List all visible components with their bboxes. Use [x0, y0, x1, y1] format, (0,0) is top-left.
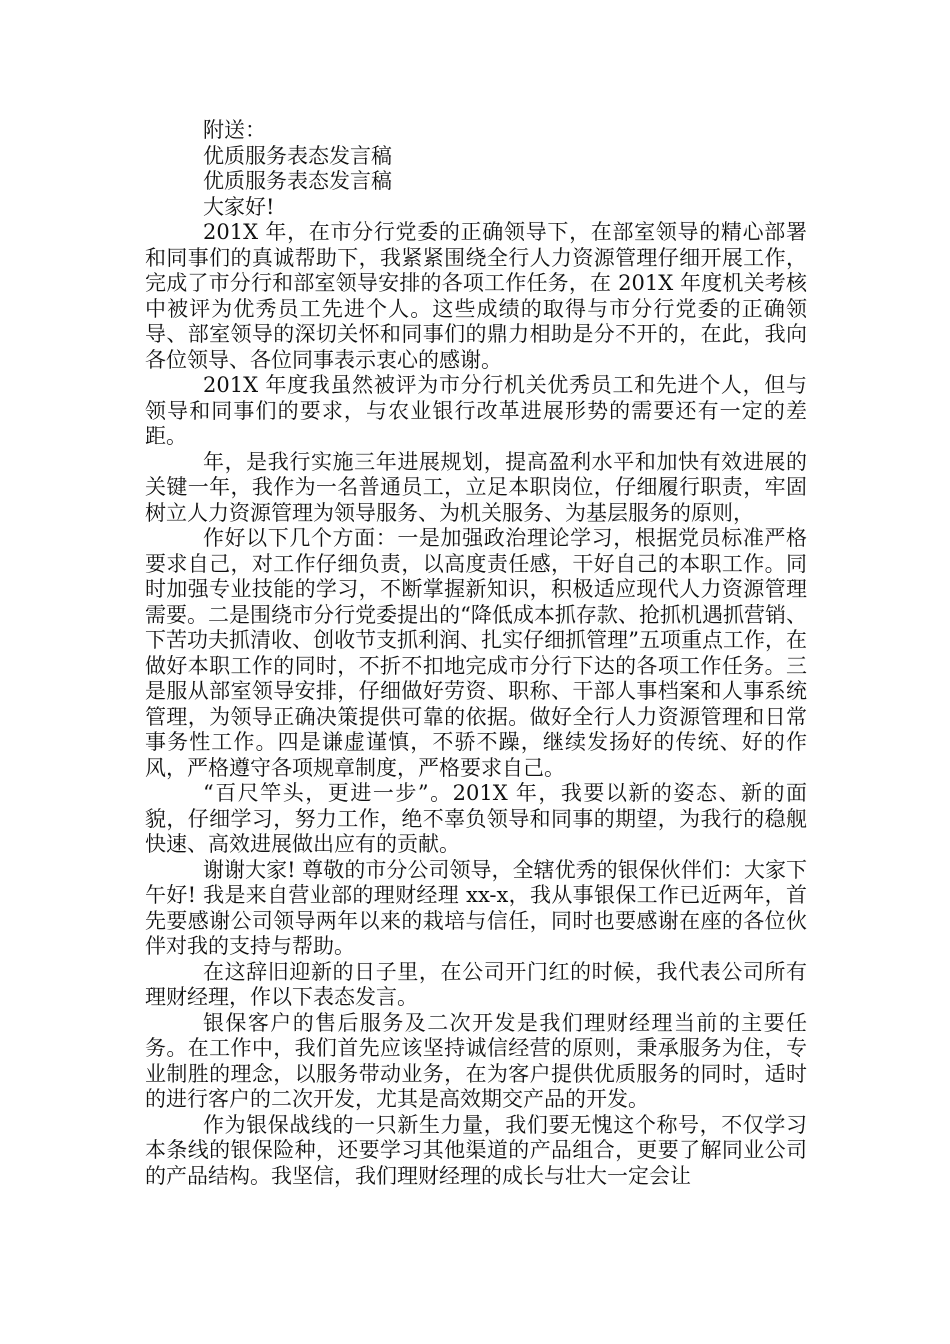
body-paragraph: 谢谢大家! 尊敬的市分公司领导，全辖优秀的银保伙伴们：大家下午好! 我是来自营业部的理财经理 xx-x，我从事银保工作已近两年，首先要感谢公司领导两年以来的栽培与信任，同时也要感谢在座的各位伙伴对我的支持与帮助。	[145, 857, 807, 958]
body-paragraph: 作好以下几个方面：一是加强政治理论学习，根据党员标准严格要求自己，对工作仔细负责，以高度责任感，干好自己的本职工作。同时加强专业技能的学习，不断掌握新知识，积极适应现代人力资源管理需要。二是围绕市分行党委提出的“降低成本抓存款、抢抓机遇抓营销、下苦功夫抓清收、创收节支抓利润、扎实仔细抓管理”五项重点工作，在做好本职工作的同时，不折不扣地完成市分行下达的各项工作任务。三是服从部室领导安排，仔细做好劳资、职称、干部人事档案和人事系统管理，为领导正确决策提供可靠的依据。做好全行人力资源管理和日常事务性工作。四是谦虚谨慎，不骄不躁，继续发扬好的传统、好的作风，严格遵守各项规章制度，严格要求自己。	[145, 526, 807, 780]
attachment-label: 附送：	[203, 118, 266, 142]
body-paragraph: 作为银保战线的一只新生力量，我们要无愧这个称号，不仅学习本条线的银保险种，还要学习其他渠道的产品组合，更要了解同业公司的产品结构。我坚信，我们理财经理的成长与壮大一定会让	[145, 1112, 807, 1188]
body-paragraph: 在这辞旧迎新的日子里，在公司开门红的时候，我代表公司所有理财经理，作以下表态发言。	[145, 959, 807, 1009]
body-paragraph: 201X 年度我虽然被评为市分行机关优秀员工和先进个人，但与领导和同事们的要求，与农业银行改革进展形势的需要还有一定的差距。	[145, 373, 807, 448]
body-paragraph: 银保客户的售后服务及二次开发是我们理财经理当前的主要任务。在工作中，我们首先应该坚持诚信经营的原则，秉承服务为住，专业制胜的理念，以服务带动业务，在为客户提供优质服务的同时，适时的进行客户的二次开发，尤其是高效期交产品的开发。	[145, 1010, 807, 1111]
document-page	[145, 118, 807, 1189]
body-paragraph: 年，是我行实施三年进展规划，提高盈利水平和加快有效进展的关键一年，我作为一名普通员工，立足本职岗位，仔细履行职责，牢固树立人力资源管理为领导服务、为机关服务、为基层服务的原则，	[145, 449, 807, 525]
body-paragraph: “百尺竿头，更进一步”。201X 年，我要以新的姿态、新的面貌，仔细学习，努力工作，绝不辜负领导和同事的期望，为我行的稳舰快速、高效进展做出应有的贡献。	[145, 781, 807, 856]
body-paragraph: 201X 年，在市分行党委的正确领导下，在部室领导的精心部署和同事们的真诚帮助下，我紧紧围绕全行人力资源管理仔细开展工作，完成了市分行和部室领导安排的各项工作任务，在 201X 年度机关考核中被评为优秀员工先进个人。这些成绩的取得与市分行党委的正确领导、部室领导的深切关怀和同事们的鼎力相助是分不开的，在此，我向各位领导、各位同事表示衷心的感谢。	[145, 220, 807, 372]
document-title-repeat: 优质服务表态发言稿	[203, 169, 392, 193]
document-title: 优质服务表态发言稿	[203, 143, 392, 168]
greeting: 大家好!	[203, 194, 275, 219]
